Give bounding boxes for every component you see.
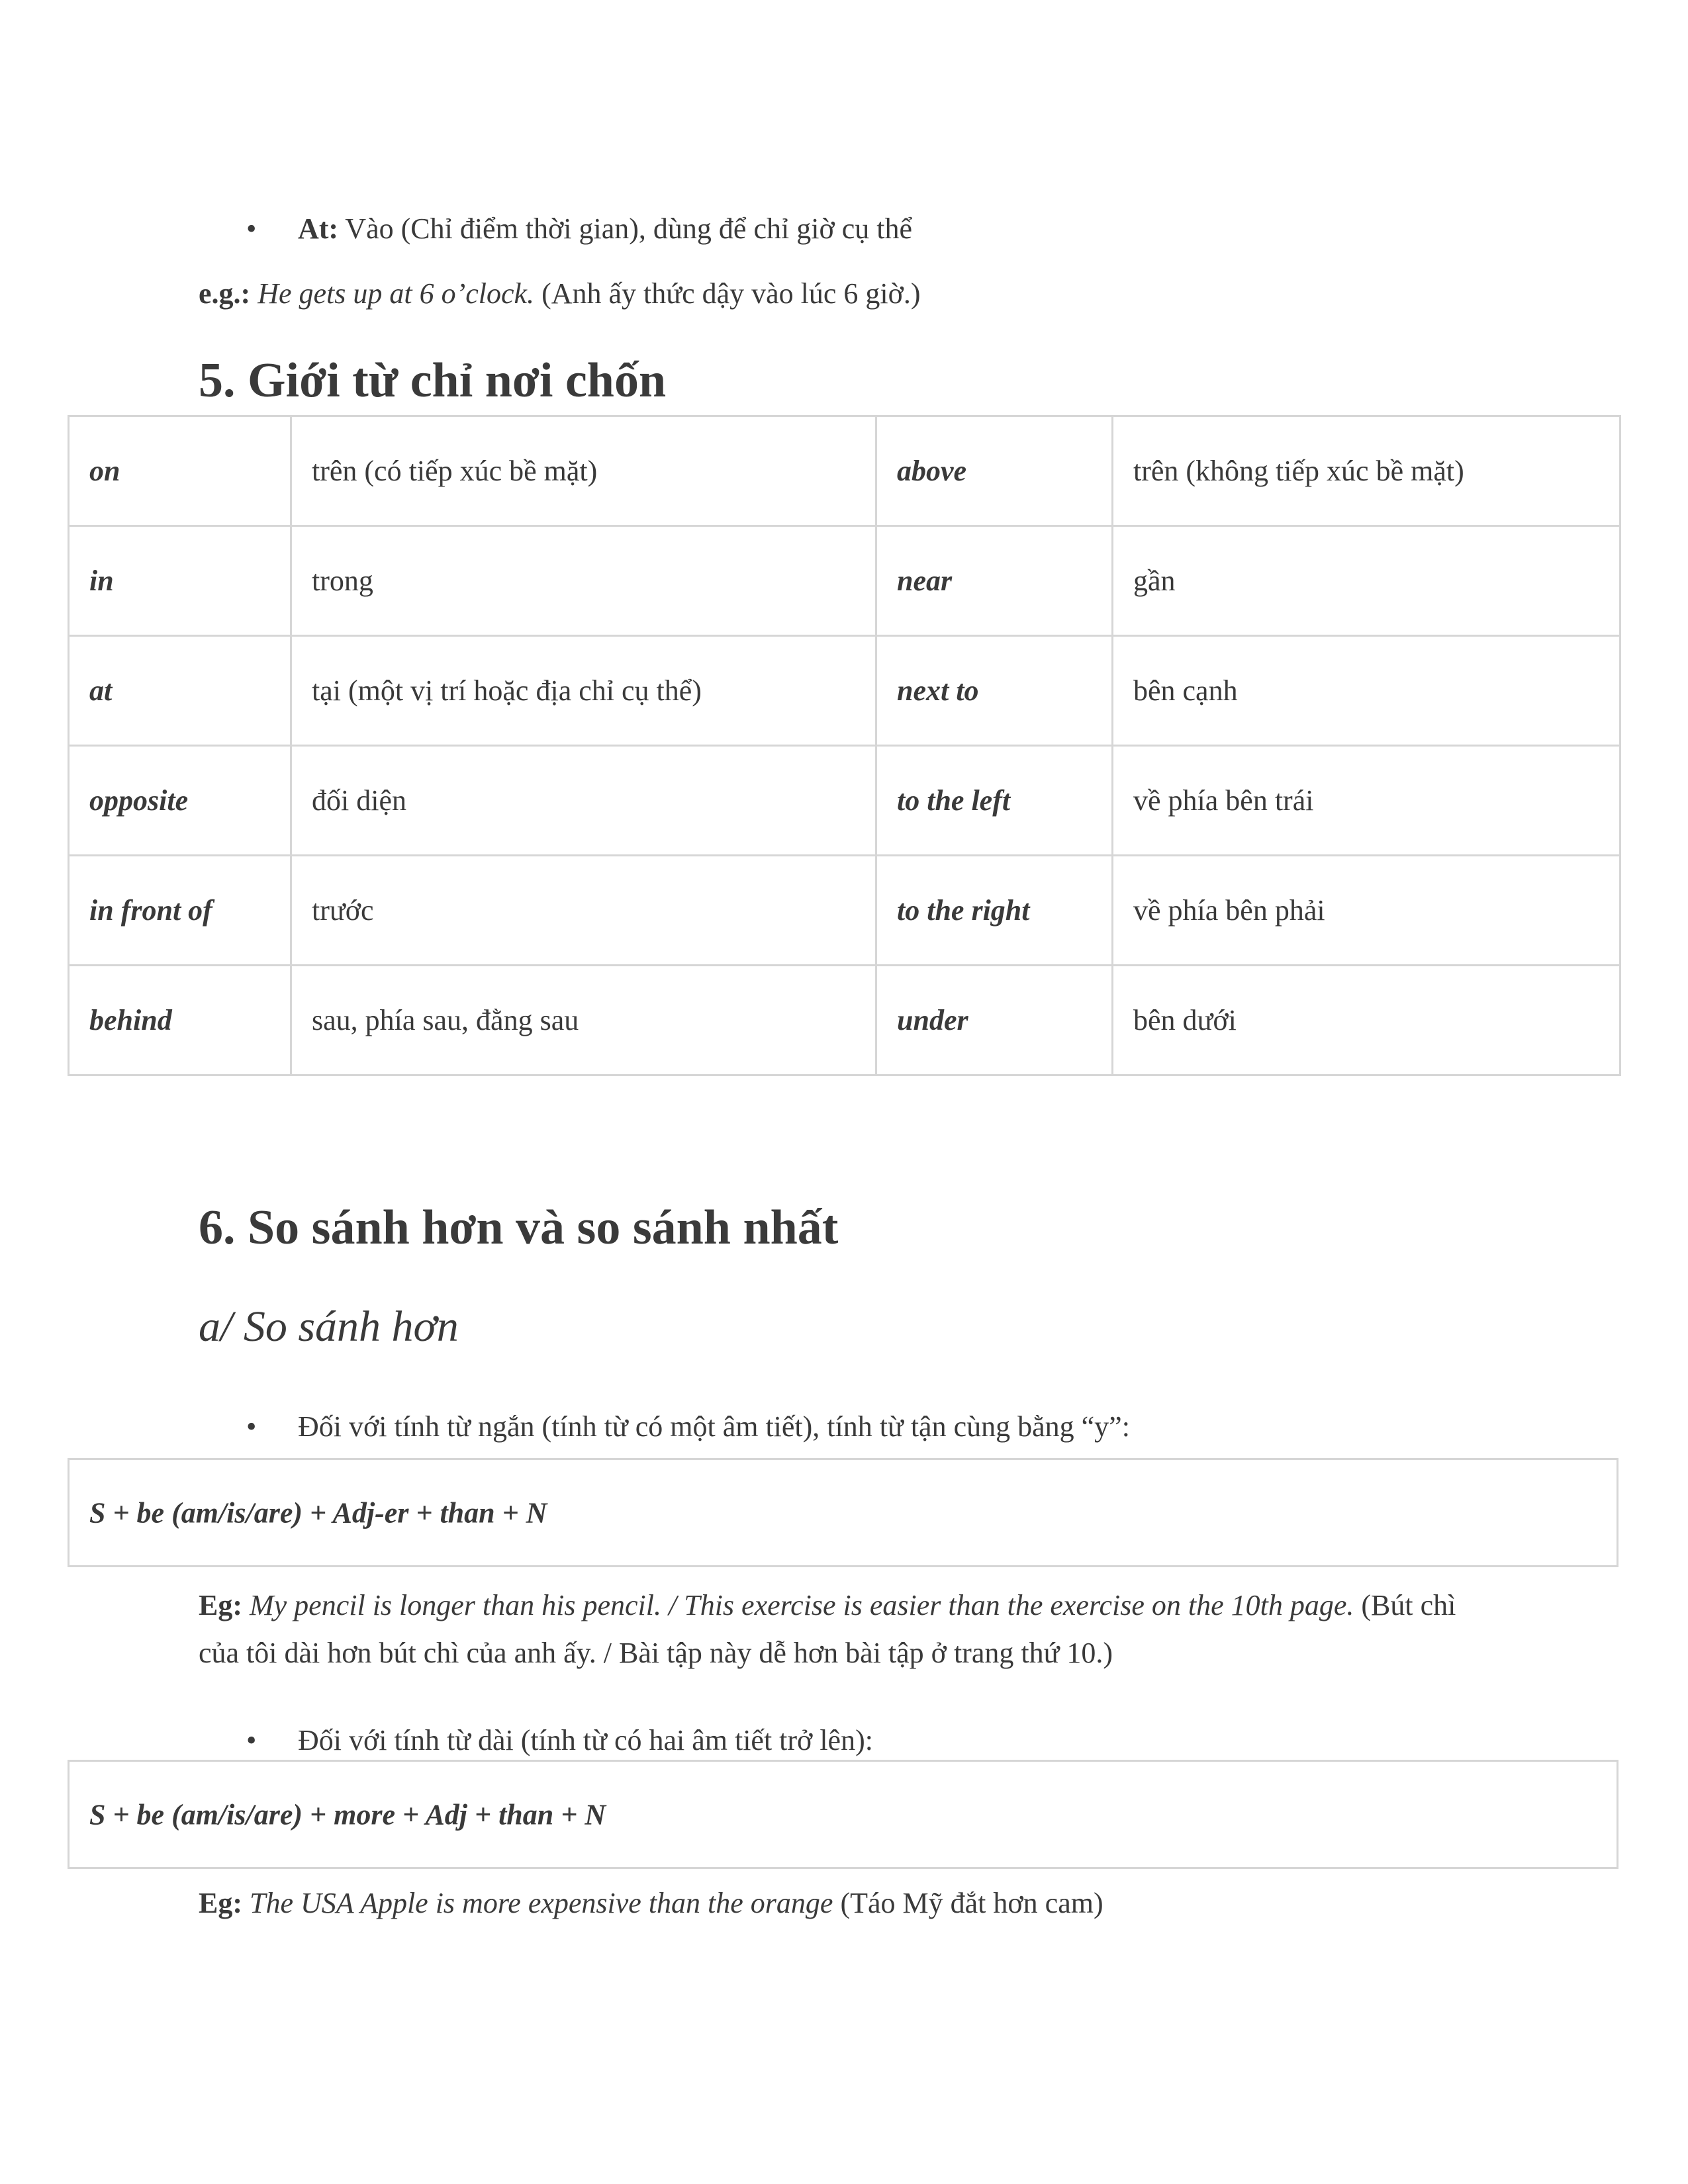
bullet-text: Đối với tính từ ngắn (tính từ có một âm tiết), tính từ tận cùng bằng “y”: [298,1410,1130,1443]
table-row [69,526,1620,636]
preposition-cell: on [69,416,291,526]
meaning-cell: bên dưới [1113,966,1620,1075]
meaning-cell: trên (có tiếp xúc bề mặt) [291,416,876,526]
prepositions-table [68,415,1621,1076]
preposition-cell: to the left [876,746,1113,856]
example-at [199,270,921,318]
example-short [199,1582,1496,1677]
example-sentence: The USA Apple is more expensive than the orange [242,1887,833,1919]
preposition-cell: in [69,526,291,636]
bullet-icon: • [246,1410,257,1443]
meaning-cell: bên cạnh [1113,636,1620,746]
table-row [69,636,1620,746]
example-long [199,1880,1103,1927]
section-6a-subheading: a/ So sánh hơn [199,1302,459,1351]
table-row [69,746,1620,856]
preposition-cell: in front of [69,856,291,966]
bullet-short-adj [246,1408,1130,1445]
table-row [69,856,1620,966]
preposition-cell: to the right [876,856,1113,966]
section-6-heading: 6. So sánh hơn và so sánh nhất [199,1201,839,1255]
example-translation-part2: của tôi dài hơn bút chì của anh ấy. / Bài tập này dễ hơn bài tập ở trang thứ 10.) [199,1637,1113,1669]
example-translation-part1: (Bút chì [1354,1589,1456,1621]
table-row [69,416,1620,526]
example-sentence: He gets up at 6 o’clock. [250,277,535,310]
preposition-cell: at [69,636,291,746]
example-translation: (Anh ấy thức dậy vào lúc 6 giờ.) [534,277,921,310]
formula-box-short [68,1458,1618,1567]
formula-short: S + be (am/is/are) + Adj-er + than + N [89,1496,547,1529]
bullet-icon: • [246,212,257,245]
meaning-cell: trước [291,856,876,966]
meaning-cell: trên (không tiếp xúc bề mặt) [1113,416,1620,526]
example-label: Eg: [199,1589,242,1621]
preposition-cell: opposite [69,746,291,856]
formula-long: S + be (am/is/are) + more + Adj + than + N [89,1798,606,1831]
preposition-cell: under [876,966,1113,1075]
formula-box-long [68,1760,1618,1869]
meaning-cell: về phía bên trái [1113,746,1620,856]
example-short-line1 [199,1582,1496,1629]
example-sentence: My pencil is longer than his pencil. / This exercise is easier than the exercise on the 10th page. [242,1589,1354,1621]
meaning-cell: đối diện [291,746,876,856]
section-5-heading: 5. Giới từ chỉ nơi chốn [199,353,667,408]
bullet-at [246,210,912,248]
preposition-cell: above [876,416,1113,526]
preposition-cell: next to [876,636,1113,746]
bullet-icon: • [246,1724,257,1756]
bullet-long-adj [246,1722,873,1759]
example-label: Eg: [199,1887,242,1919]
example-label: e.g.: [199,277,251,310]
table-row [69,966,1620,1075]
preposition-cell: near [876,526,1113,636]
bullet-text: Đối với tính từ dài (tính từ có hai âm tiết trở lên): [298,1724,873,1756]
bullet-term: At: [298,212,339,245]
example-translation: (Táo Mỹ đắt hơn cam) [833,1887,1103,1919]
bullet-desc: Vào (Chỉ điểm thời gian), dùng để chỉ giờ cụ thể [338,212,912,245]
meaning-cell: sau, phía sau, đằng sau [291,966,876,1075]
meaning-cell: về phía bên phải [1113,856,1620,966]
meaning-cell: tại (một vị trí hoặc địa chỉ cụ thể) [291,636,876,746]
preposition-cell: behind [69,966,291,1075]
meaning-cell: trong [291,526,876,636]
meaning-cell: gần [1113,526,1620,636]
